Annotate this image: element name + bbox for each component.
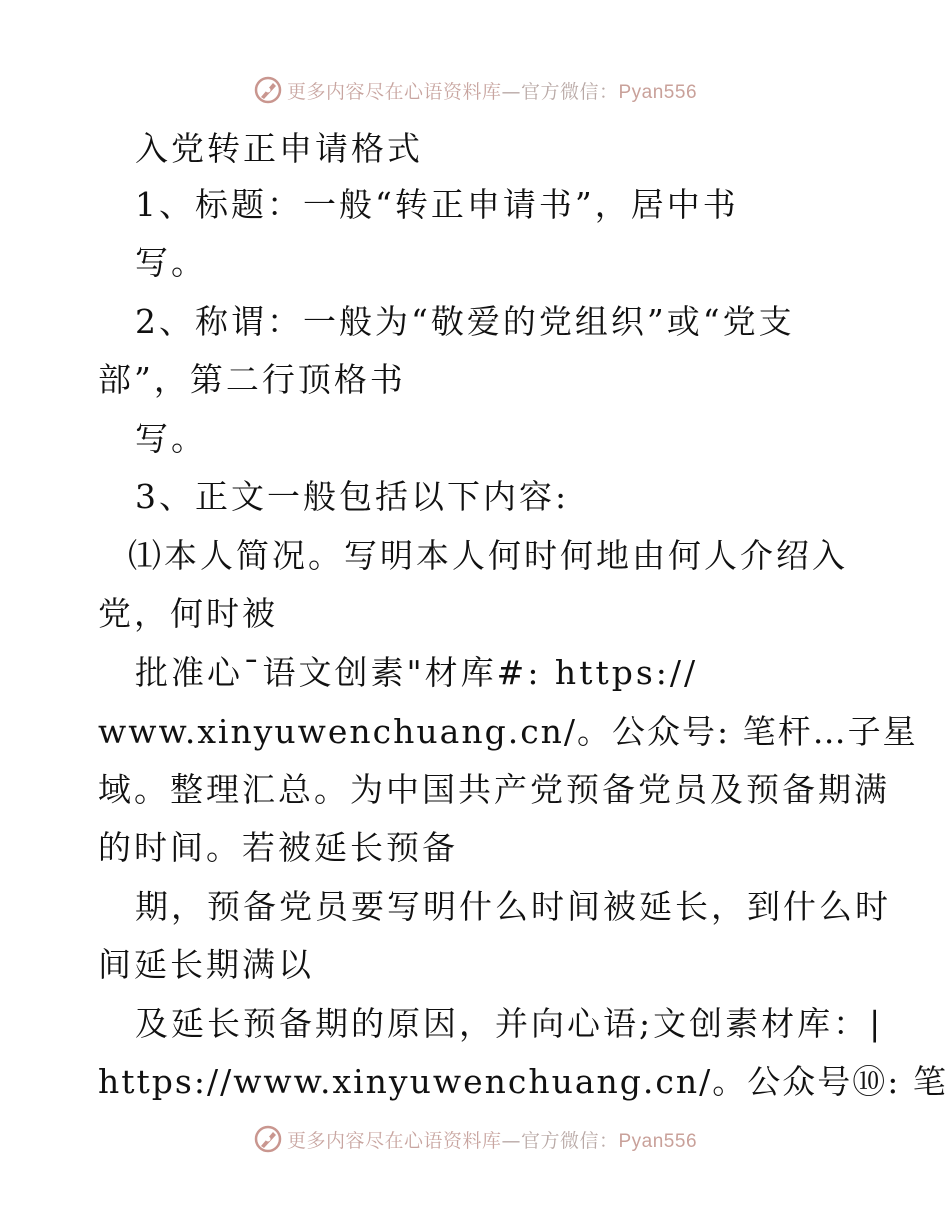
text-line: 及延长预备期的原因，并向心语;文创素材库：|: [135, 1004, 884, 1043]
text-line: 3、正文一般包括以下内容:: [135, 477, 570, 516]
footer-brand: 更多内容尽在心语资料库: [286, 1129, 502, 1152]
text-line: 批准心¯语文创素"材库#: https://: [135, 653, 699, 692]
header-watermark: [0, 70, 950, 110]
text-line: 的时间。若被延长预备: [98, 828, 458, 867]
header-official: —官方微信：: [501, 80, 619, 103]
text-line: 入党转正申请格式: [135, 129, 423, 168]
footer-watermark: [0, 1119, 950, 1159]
text-line: 域。整理汇总。为中国共产党预备党员及预备期满: [98, 770, 890, 809]
text-line: ⑴本人简况。写明本人何时何地由何人介绍入: [128, 536, 848, 575]
pen-logo-icon: [253, 1124, 283, 1154]
text-line: 部”，第二行顶格书: [98, 360, 406, 399]
header-id: Pyan556: [618, 81, 698, 103]
pen-logo-icon: [253, 75, 283, 105]
text-line: 2、称谓：一般为“敬爱的党组织”或“党支: [135, 302, 795, 341]
text-line: 写。: [135, 243, 207, 282]
footer-official: —官方微信：: [501, 1129, 619, 1152]
header-text: [287, 77, 697, 104]
header-brand: 更多内容尽在心语资料库: [286, 80, 502, 103]
footer-text: [287, 1126, 697, 1153]
text-line: 期，预备党员要写明什么时间被延长，到什么时: [135, 887, 891, 926]
text-line: 1、标题：一般“转正申请书”，居中书: [135, 185, 739, 224]
text-line: 党，何时被: [98, 594, 278, 633]
text-line: www.xinyuwenchuang.cn/。公众号: 笔杆…子星: [98, 712, 918, 751]
text-line: 写。: [135, 419, 207, 458]
text-line: https://www.xinyuwenchuang.cn/。公众号⑩: 笔: [98, 1062, 948, 1101]
footer-id: Pyan556: [618, 1130, 698, 1152]
text-line: 间延长期满以: [98, 945, 314, 984]
